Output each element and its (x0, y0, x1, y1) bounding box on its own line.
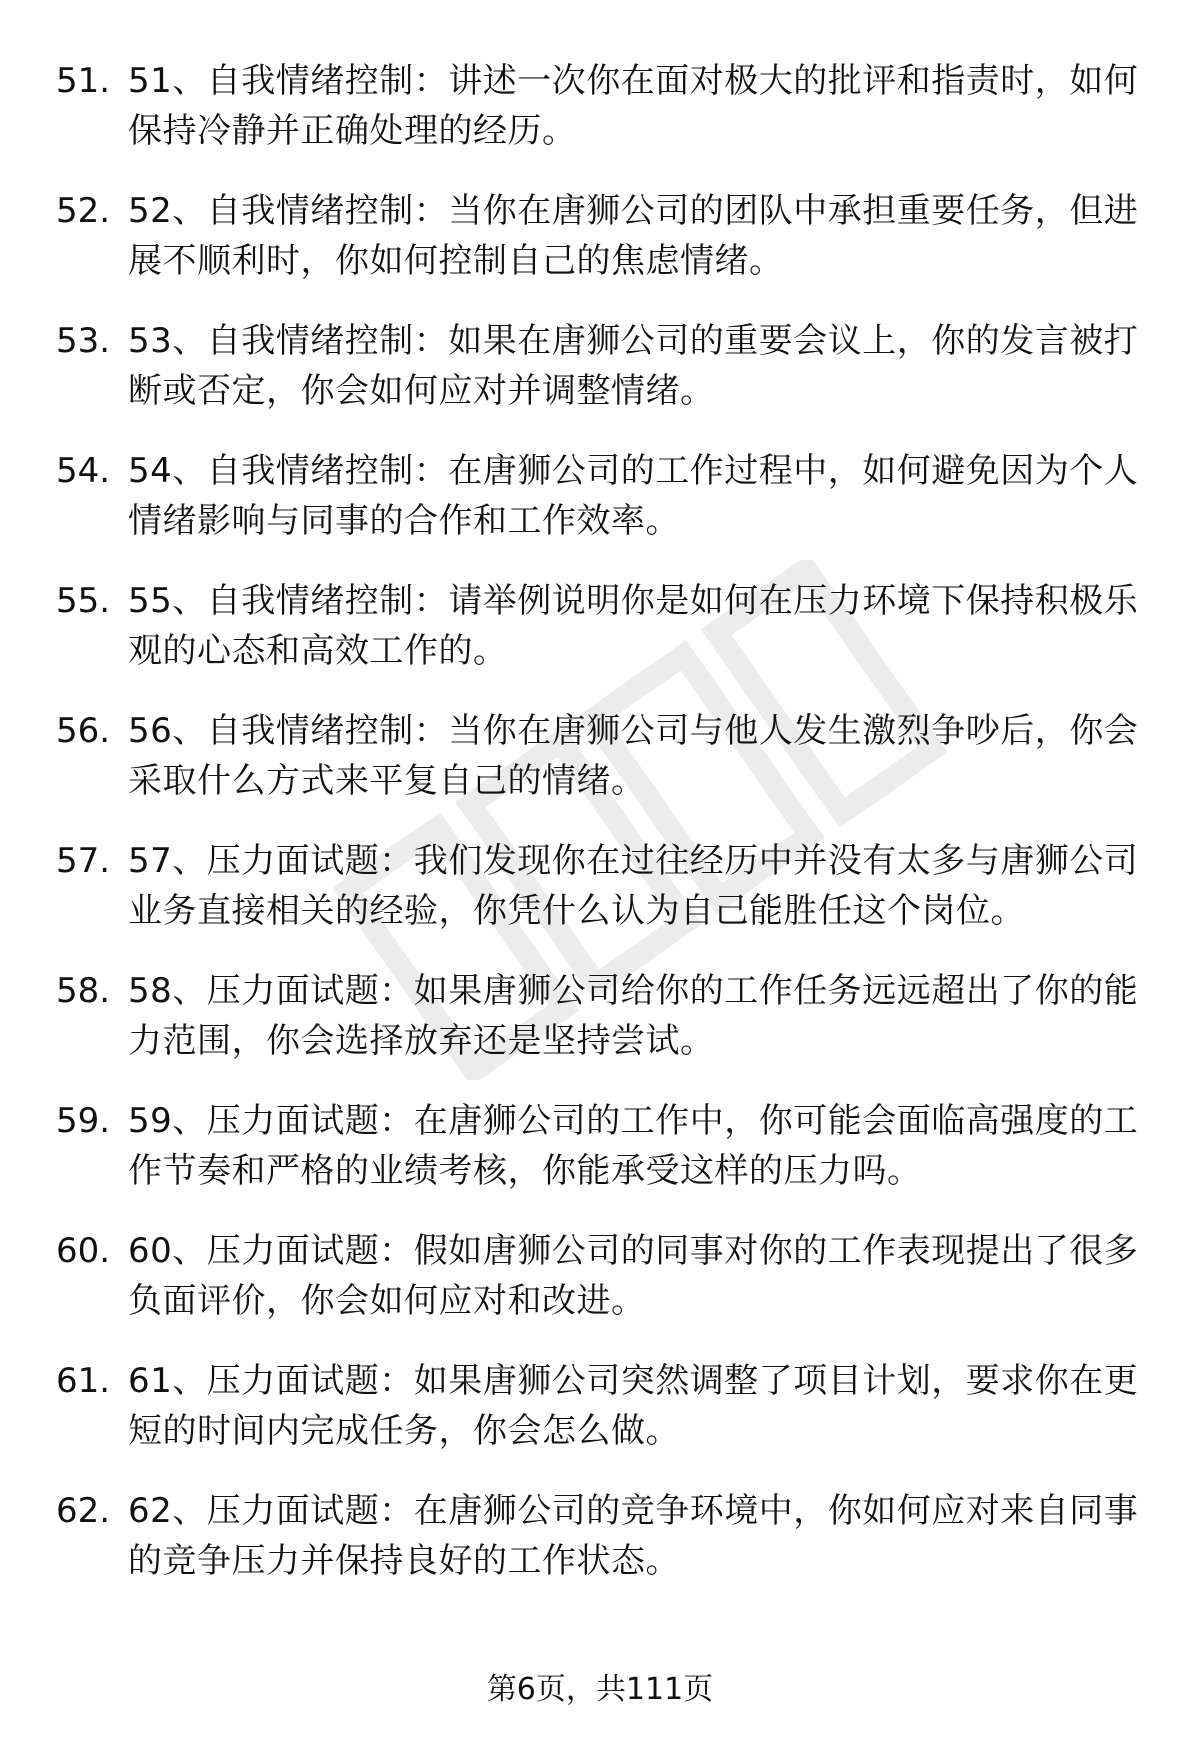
page-footer: 第6页，共111页 (486, 1672, 714, 1707)
item-number: 58. (56, 971, 111, 1011)
item-text: 51、自我情绪控制：讲述一次你在面对极大的批评和指责时，如何保持冷静并正确处理的经历。 (128, 61, 1139, 151)
item-number: 54. (56, 451, 111, 491)
list-item (56, 1486, 1146, 1586)
list-item (56, 1356, 1146, 1456)
list-item (56, 576, 1146, 676)
item-number: 52. (56, 191, 111, 231)
question-list (56, 56, 1146, 1616)
item-number: 62. (56, 1491, 111, 1531)
list-item (56, 966, 1146, 1066)
item-number: 61. (56, 1361, 111, 1401)
item-number: 59. (56, 1101, 111, 1141)
list-item (56, 56, 1146, 156)
item-number: 53. (56, 321, 111, 361)
item-text: 57、压力面试题：我们发现你在过往经历中并没有太多与唐狮公司业务直接相关的经验，你凭什么认为自己能胜任这个岗位。 (128, 841, 1139, 931)
item-text: 52、自我情绪控制：当你在唐狮公司的团队中承担重要任务，但进展不顺利时，你如何控制自己的焦虑情绪。 (128, 191, 1139, 281)
item-text: 56、自我情绪控制：当你在唐狮公司与他人发生激烈争吵后，你会采取什么方式来平复自己的情绪。 (128, 711, 1139, 801)
list-item (56, 836, 1146, 936)
item-text: 58、压力面试题：如果唐狮公司给你的工作任务远远超出了你的能力范围，你会选择放弃还是坚持尝试。 (128, 971, 1139, 1061)
item-number: 56. (56, 711, 111, 751)
list-item (56, 706, 1146, 806)
item-text: 60、压力面试题：假如唐狮公司的同事对你的工作表现提出了很多负面评价，你会如何应对和改进。 (128, 1231, 1139, 1321)
item-number: 57. (56, 841, 111, 881)
item-number: 55. (56, 581, 111, 621)
list-item (56, 1096, 1146, 1196)
item-number: 60. (56, 1231, 111, 1271)
item-text: 59、压力面试题：在唐狮公司的工作中，你可能会面临高强度的工作节奏和严格的业绩考核，你能承受这样的压力吗。 (128, 1101, 1139, 1191)
list-item (56, 446, 1146, 546)
list-item (56, 1226, 1146, 1326)
item-text: 54、自我情绪控制：在唐狮公司的工作过程中，如何避免因为个人情绪影响与同事的合作和工作效率。 (128, 451, 1139, 541)
item-text: 53、自我情绪控制：如果在唐狮公司的重要会议上，你的发言被打断或否定，你会如何应对并调整情绪。 (128, 321, 1139, 411)
item-text: 62、压力面试题：在唐狮公司的竞争环境中，你如何应对来自同事的竞争压力并保持良好的工作状态。 (128, 1491, 1139, 1581)
item-text: 55、自我情绪控制：请举例说明你是如何在压力环境下保持积极乐观的心态和高效工作的。 (128, 581, 1139, 671)
list-item (56, 186, 1146, 286)
item-number: 51. (56, 61, 111, 101)
item-text: 61、压力面试题：如果唐狮公司突然调整了项目计划，要求你在更短的时间内完成任务，你会怎么做。 (128, 1361, 1139, 1451)
list-item (56, 316, 1146, 416)
